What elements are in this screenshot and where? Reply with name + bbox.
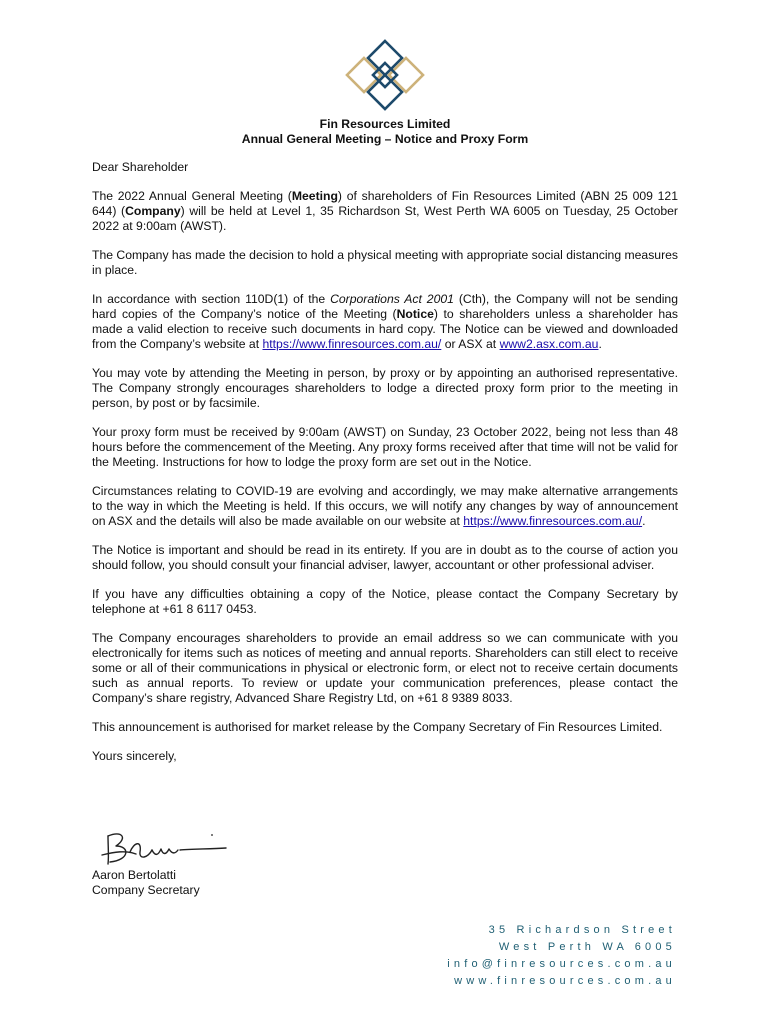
footer-address xyxy=(447,922,676,990)
logo-diamonds xyxy=(347,41,423,109)
letter-body xyxy=(92,160,678,778)
text-run: In accordance with section 110D(1) of the xyxy=(92,292,331,306)
defined-term-meeting: Meeting xyxy=(291,189,338,203)
paragraph-notice-access xyxy=(92,292,678,352)
logo-diamond-bottom xyxy=(368,75,402,109)
defined-term-company: Company xyxy=(125,204,181,218)
company-website-link-2[interactable]: https://www.finresources.com.au/ xyxy=(463,514,643,528)
text-run: . xyxy=(642,514,646,528)
paragraph-physical-meeting: The Company has made the decision to hold a physical meeting with appropriate social distancing measures in place. xyxy=(92,248,678,277)
text-run: ) of shareholders of Fin Resources Limited (ABN 25 009 121 644) ( xyxy=(92,189,678,218)
footer-email: info@finresources.com.au xyxy=(447,958,676,970)
paragraph-contact: If you have any difficulties obtaining a copy of the Notice, please contact the Company Secretary by telephone at +61 8 6117 0453. xyxy=(92,587,678,616)
text-run: The 2022 Annual General Meeting ( xyxy=(92,189,292,203)
signer-name: Aaron Bertolatti xyxy=(92,868,177,882)
footer-city: West Perth WA 6005 xyxy=(498,941,676,953)
paragraph-authorisation: This announcement is authorised for market release by the Company Secretary of Fin Resources Limited. xyxy=(92,720,663,734)
text-run: or ASX at xyxy=(441,337,500,351)
paragraph-communications: The Company encourages shareholders to provide an email address so we can communicate with you electronically for items such as notices of meeting and annual reports. Shareholders can still elect to receive some or all of their communications in physical or electronic form, or elect not to receive certain documents such as annual reports. To review or update your communication preferences, please contact the Company’s share registry, Advanced Share Registry Ltd, on +61 8 9389 8033. xyxy=(92,631,678,705)
asx-website-link[interactable]: www2.asx.com.au xyxy=(499,337,599,351)
footer-website: www.finresources.com.au xyxy=(454,975,676,987)
document-title: Annual General Meeting – Notice and Proxy Form xyxy=(241,132,529,146)
signer-block xyxy=(92,868,200,898)
company-name-heading: Fin Resources Limited xyxy=(319,117,451,131)
text-run: (Cth), the Company will not be sending hard copies of the Company’s notice of the Meeting ( xyxy=(92,292,678,321)
footer-street: 35 Richardson Street xyxy=(488,924,676,936)
paragraph-voting: You may vote by attending the Meeting in person, by proxy or by appointing an authorised representative. The Company strongly encourages shareholders to lodge a directed proxy form prior to the meeting in person, by post or by facsimile. xyxy=(92,366,678,410)
company-logo xyxy=(337,38,433,112)
signature-image xyxy=(100,822,230,872)
closing: Yours sincerely, xyxy=(92,749,177,763)
signer-title: Company Secretary xyxy=(92,883,200,897)
salutation: Dear Shareholder xyxy=(92,160,189,174)
paragraph-importance: The Notice is important and should be read in its entirety. If you are in doubt as to the course of action you should follow, you should consult your financial adviser, lawyer, accountant or other professional adviser. xyxy=(92,543,678,572)
logo-diamond-left xyxy=(347,58,381,92)
logo-diamond-top xyxy=(368,41,402,75)
paragraph-meeting-details xyxy=(92,189,678,234)
paragraph-proxy-deadline: Your proxy form must be received by 9:00am (AWST) on Sunday, 23 October 2022, being not less than 48 hours before the commencement of the Meeting. Any proxy forms received after that time will not be valid for the Meeting. Instructions for how to lodge the proxy form are set out in the Notice. xyxy=(92,425,678,469)
text-run: Circumstances relating to COVID-19 are evolving and accordingly, we may make alternative arrangements to the way in which the Meeting is held. If this occurs, we will notify any changes by way of announcement on ASX and the details will also be made available on our website at xyxy=(92,484,678,528)
act-title: Corporations Act 2001 xyxy=(330,292,454,306)
text-run: ) to shareholders unless a shareholder has made a valid election to receive such documents in hard copy. The Notice can be viewed and downloaded from the Company’s website at xyxy=(92,307,678,351)
logo-diamond-right xyxy=(389,58,423,92)
company-website-link[interactable]: https://www.finresources.com.au/ xyxy=(262,337,442,351)
paragraph-covid xyxy=(92,484,678,529)
defined-term-notice: Notice xyxy=(396,307,434,321)
text-run: . xyxy=(598,337,602,351)
text-run: ) will be held at Level 1, 35 Richardson St, West Perth WA 6005 on Tuesday, 25 October 2022 at 9:00am (AWST). xyxy=(92,204,678,233)
